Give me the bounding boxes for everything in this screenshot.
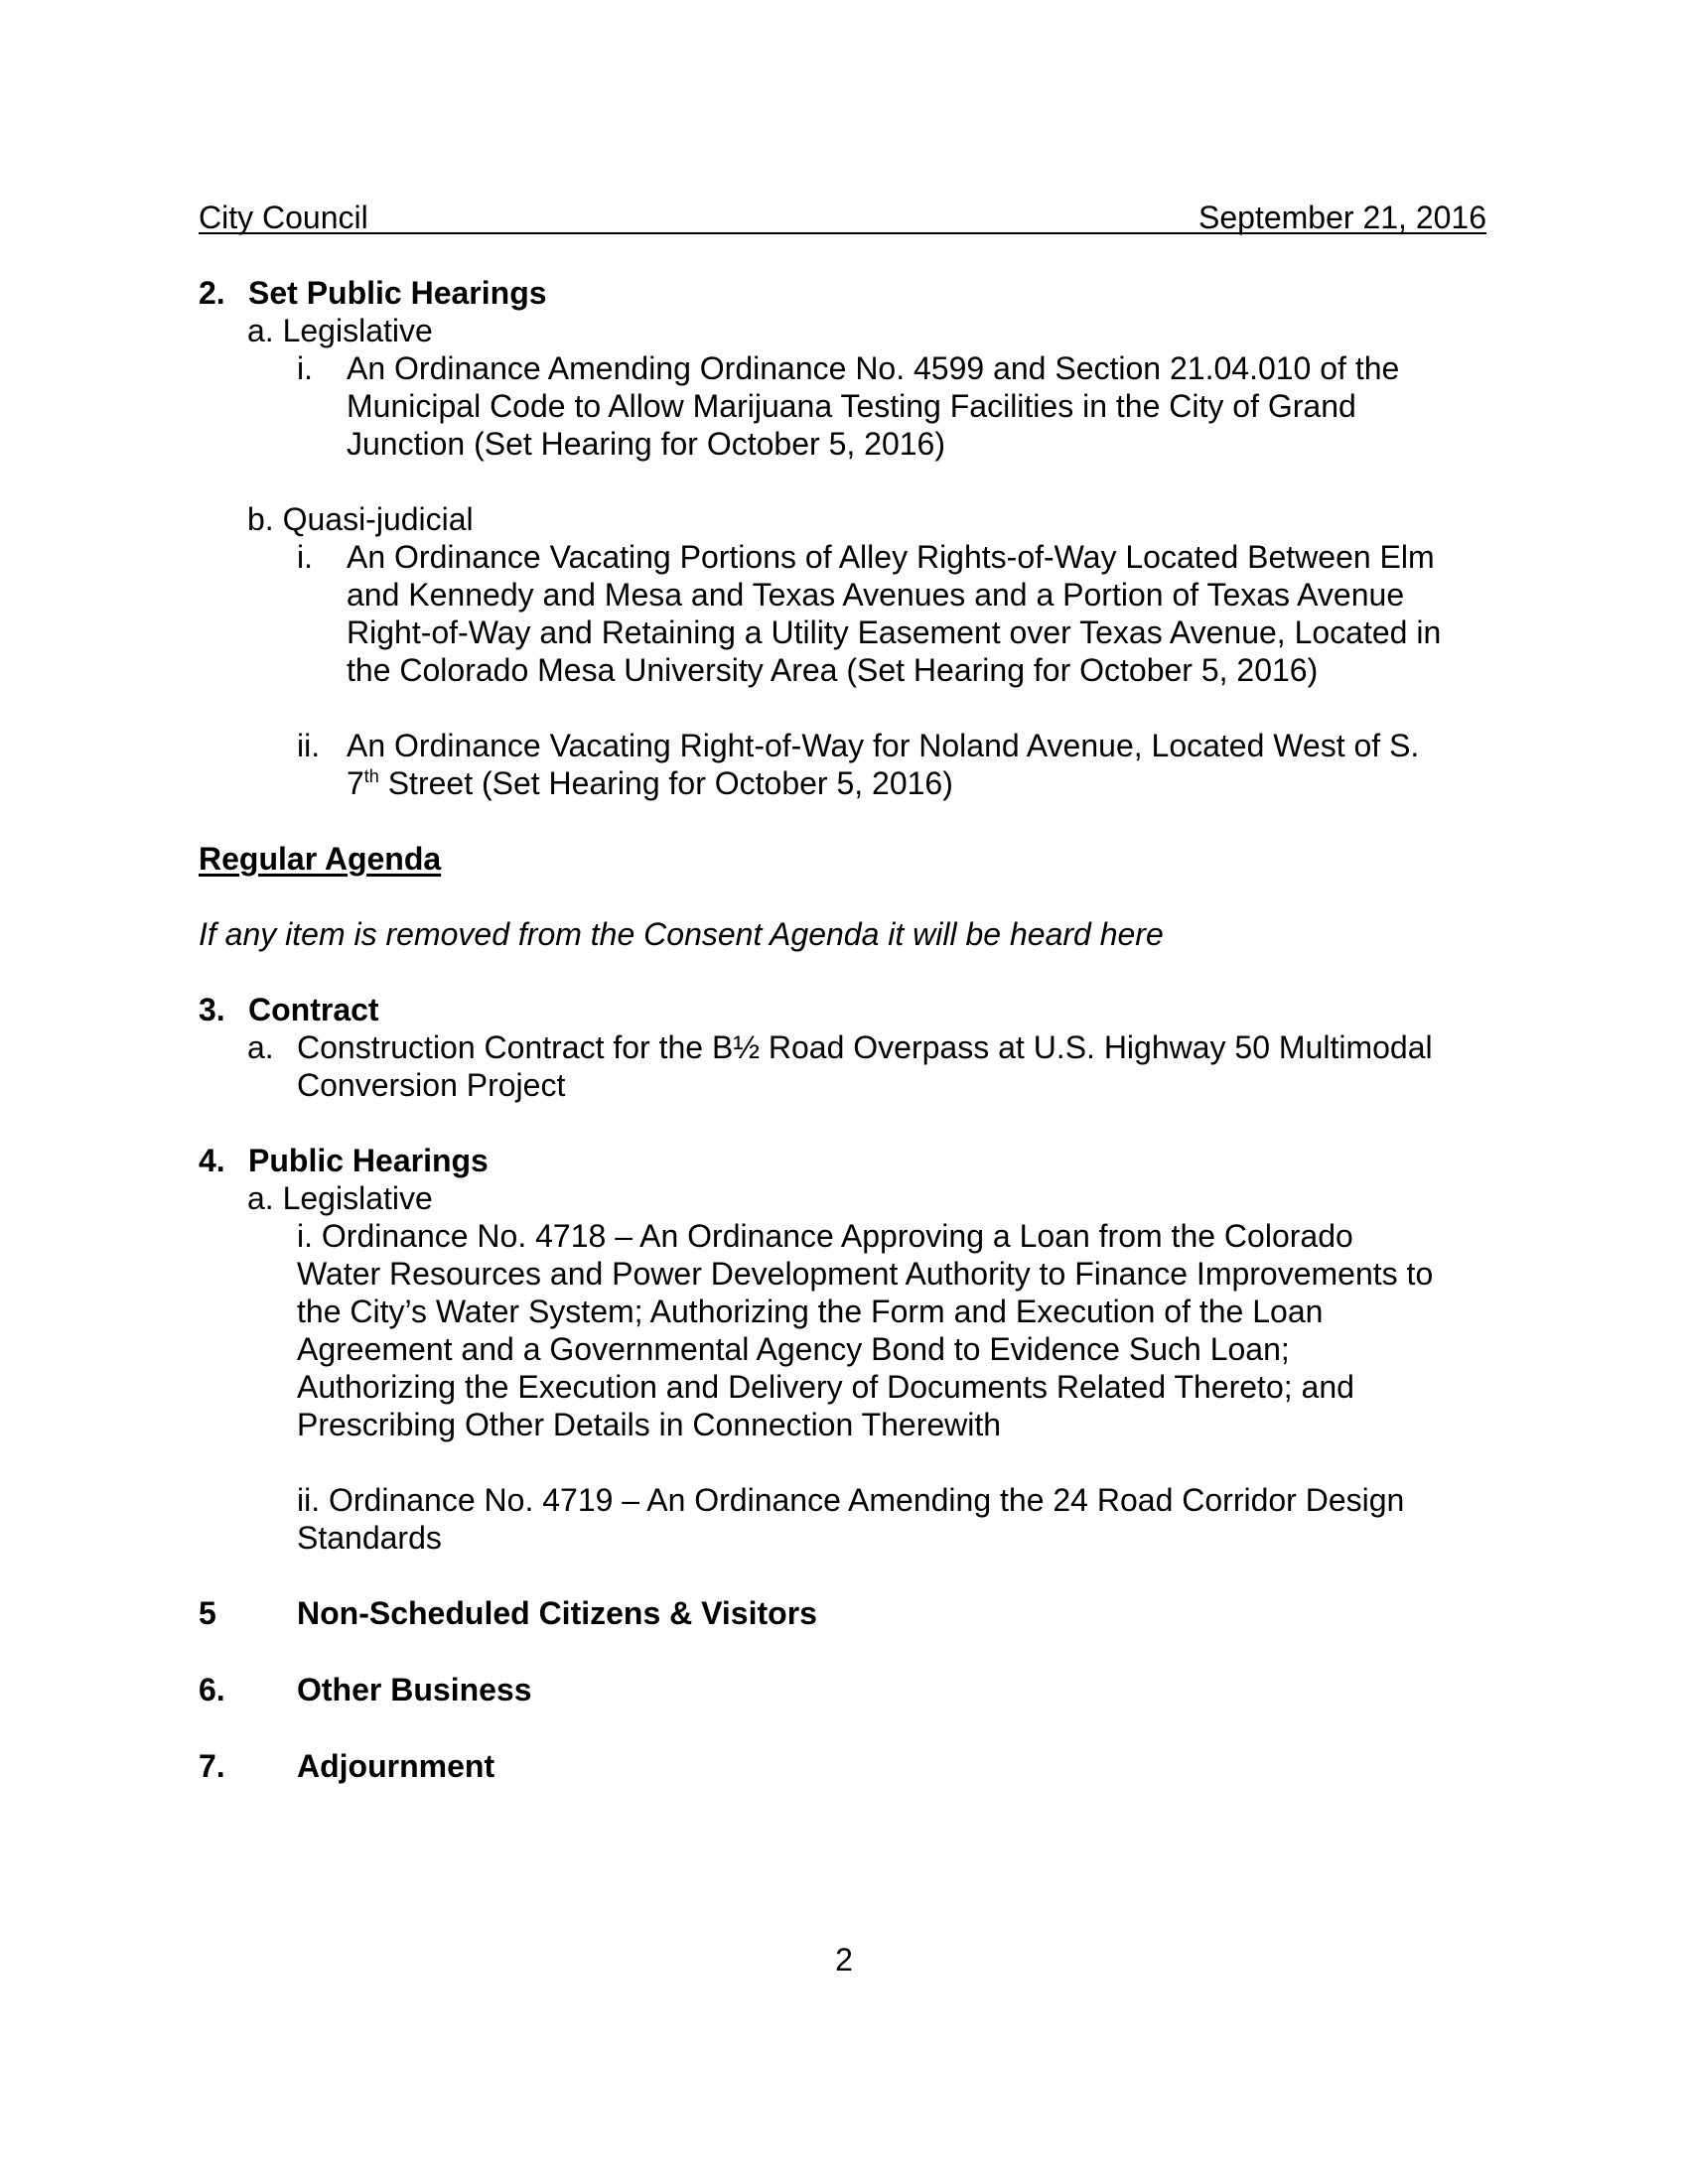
header-rule [199, 232, 1486, 234]
section-6-number: 6. [199, 1672, 225, 1707]
section-4a-ii-line: Standards [297, 1520, 442, 1556]
section-4a-i-line: Water Resources and Power Development Authority to Finance Improvements to [297, 1256, 1434, 1292]
regular-agenda-heading: Regular Agenda [199, 841, 442, 877]
section-4a-label: a. Legislative [247, 1180, 433, 1216]
section-4a-i-line: i. Ordinance No. 4718 – An Ordinance Approving a Loan from the Colorado [297, 1218, 1353, 1254]
section-4a-ii-line: ii. Ordinance No. 4719 – An Ordinance Amending the 24 Road Corridor Design [297, 1482, 1405, 1518]
section-2b-i-line: An Ordinance Vacating Portions of Alley Rights-of-Way Located Between Elm [347, 539, 1435, 575]
section-2-title: Set Public Hearings [248, 275, 547, 311]
section-2b-ii-line: An Ordinance Vacating Right-of-Way for Noland Avenue, Located West of S. [347, 728, 1420, 763]
section-2b-ii-number: ii. [297, 728, 321, 763]
header-date: September 21, 2016 [1198, 200, 1486, 235]
section-4a-i-line: Agreement and a Governmental Agency Bond to Evidence Such Loan; [297, 1331, 1290, 1367]
section-2b-i-line: the Colorado Mesa University Area (Set Hearing for October 5, 2016) [347, 652, 1319, 688]
ordinal-superscript: th [363, 766, 379, 786]
section-4a-i-line: Prescribing Other Details in Connection Therewith [297, 1407, 1002, 1442]
section-4a-i-line: Authorizing the Execution and Delivery of Documents Related Thereto; and [297, 1369, 1354, 1405]
section-2-number: 2. [199, 275, 225, 311]
section-2b-ii-line [347, 764, 953, 802]
section-5-title: Non-Scheduled Citizens & Visitors [297, 1595, 817, 1631]
regular-agenda-note: If any item is removed from the Consent Agenda it will be heard here [199, 916, 1164, 952]
section-2b-label: b. Quasi-judicial [247, 501, 474, 537]
section-2b-i-number: i. [297, 539, 313, 575]
section-6-title: Other Business [297, 1672, 532, 1707]
section-2a-label: a. Legislative [247, 313, 433, 348]
section-3-title: Contract [248, 992, 379, 1027]
page-header [199, 199, 1486, 234]
section-3-number: 3. [199, 992, 225, 1027]
section-2a-i-line: Municipal Code to Allow Marijuana Testing Facilities in the City of Grand [347, 388, 1356, 424]
section-5-number: 5 [199, 1595, 216, 1631]
section-3a-line: Construction Contract for the B½ Road Overpass at U.S. Highway 50 Multimodal [297, 1029, 1433, 1065]
section-4a-i-line: the City’s Water System; Authorizing the Form and Execution of the Loan [297, 1294, 1324, 1329]
page-number: 2 [835, 1942, 853, 1978]
section-4-number: 4. [199, 1143, 225, 1178]
section-2b-ii-line2-pre: 7 [347, 765, 364, 801]
section-2b-ii-line2-post: Street (Set Hearing for October 5, 2016) [378, 765, 953, 801]
section-7-title: Adjournment [297, 1748, 495, 1784]
section-3a-line: Conversion Project [297, 1067, 566, 1103]
section-2a-i-line: Junction (Set Hearing for October 5, 2016) [347, 426, 945, 462]
section-2a-i-line: An Ordinance Amending Ordinance No. 4599 and Section 21.04.010 of the [347, 350, 1400, 386]
header-left: City Council [199, 200, 368, 235]
section-4-title: Public Hearings [248, 1143, 489, 1178]
section-7-number: 7. [199, 1748, 225, 1784]
section-3a-number: a. [247, 1029, 274, 1065]
section-2b-i-line: and Kennedy and Mesa and Texas Avenues and a Portion of Texas Avenue [347, 577, 1405, 613]
section-2b-i-line: Right-of-Way and Retaining a Utility Easement over Texas Avenue, Located in [347, 614, 1442, 650]
section-2a-i-number: i. [297, 350, 313, 386]
